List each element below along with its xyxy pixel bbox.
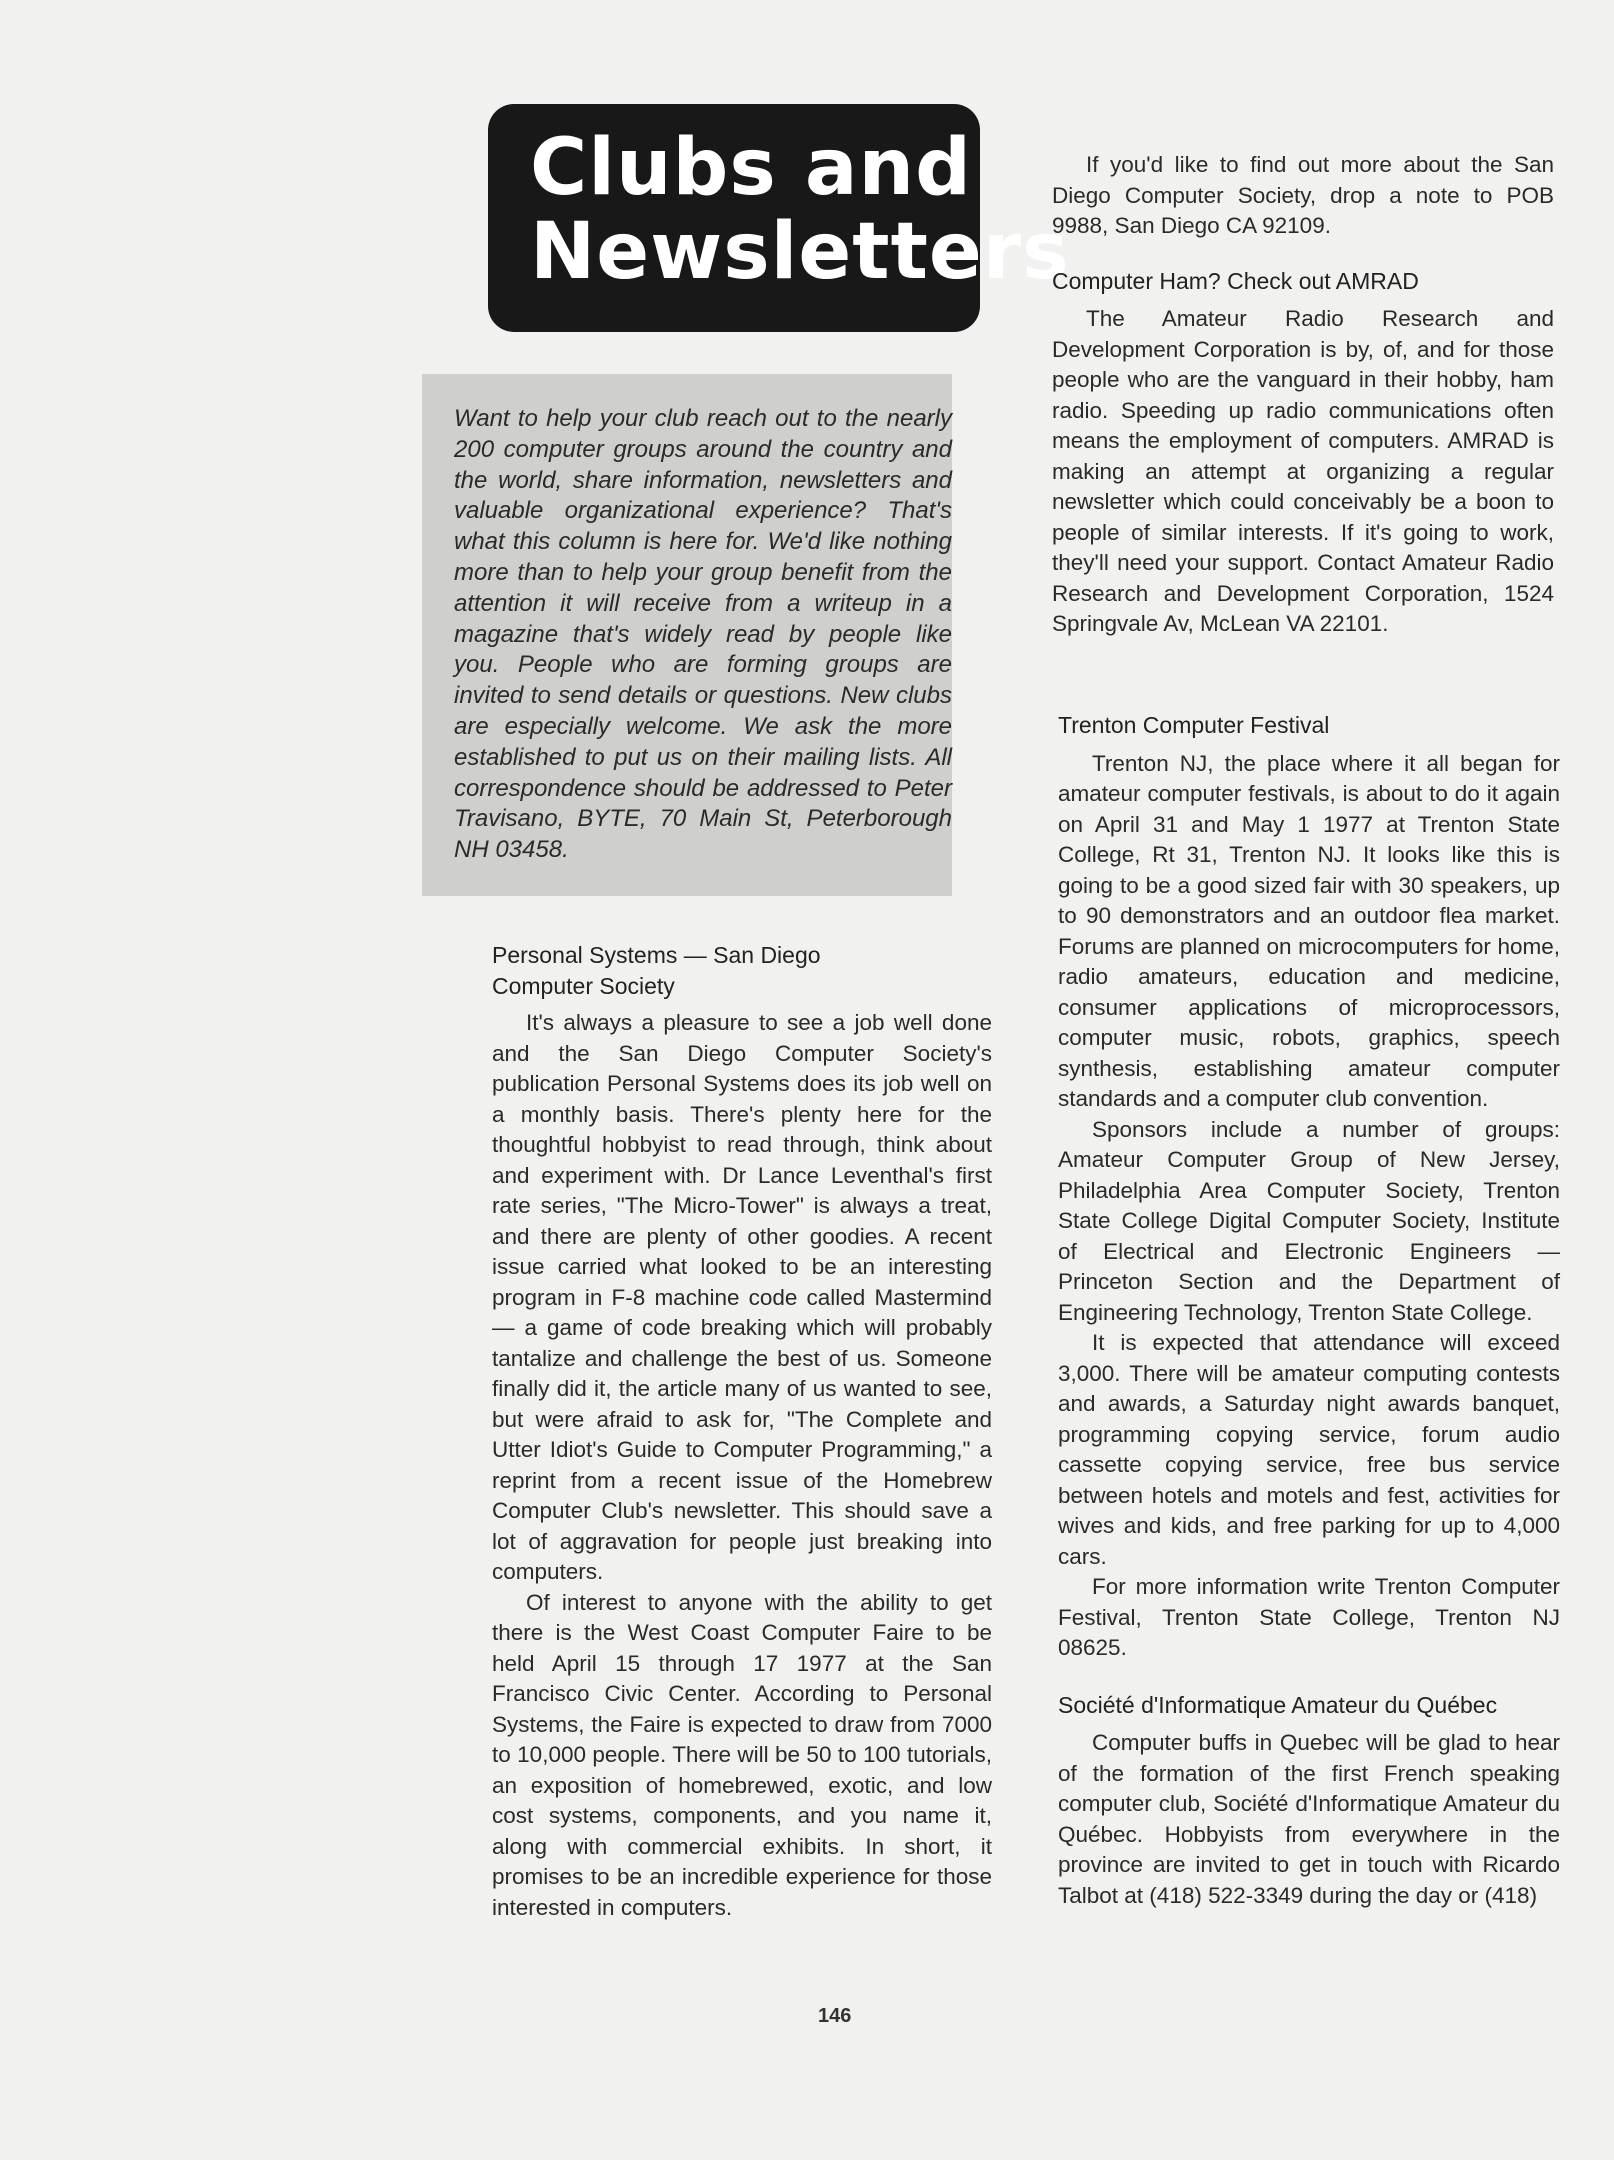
san-diego-heading — [492, 940, 992, 1001]
san-diego-paragraph-3: If you'd like to find out more about the San Diego Computer Society, drop a note to POB 9988, San Diego CA 92109. — [1052, 152, 1554, 238]
page-number: 146 — [818, 2005, 852, 2027]
title-line-2: Newsletters — [530, 207, 1070, 297]
right-column-top — [1052, 150, 1554, 640]
trenton-paragraph-3: It is expected that attendance will exceed 3,000. There will be amateur computing contests and awards, a Saturday night awards banquet, programming copying service, forum audio cassette copying service, free bus service between hotels and motels and fest, activities for wives and kids, and free parking for up to 4,000 cars. — [1058, 1330, 1560, 1569]
intro-box — [422, 374, 952, 896]
quebec-heading: Société d'Informatique Amateur du Québec — [1058, 1691, 1498, 1718]
intro-text: Want to help your club reach out to the nearly 200 computer groups around the country and the world, share information, newsletters and valuable organizational experience? That's what this column is here for. We'd like nothing more than to help your group benefit from the attention it will receive from a writeup in a magazine that's widely read by people like you. People who are forming groups are invited to send details or questions. New clubs are especially welcome. We ask the more established to put us on their mailing lists. All correspondence should be addressed to Peter Travisano, BYTE, 70 Main St, Peterborough NH 03458. — [454, 405, 952, 864]
left-column — [492, 940, 992, 1923]
column-title-banner — [488, 104, 1070, 332]
trenton-paragraph-4: For more information write Trenton Computer Festival, Trenton State College, Trenton NJ 08625. — [1058, 1574, 1560, 1660]
san-diego-heading-line-2: Computer Society — [492, 972, 675, 999]
title-line-1: Clubs and — [530, 123, 972, 213]
san-diego-heading-line-1: Personal Systems — San Diego — [492, 942, 821, 968]
quebec-paragraph: Computer buffs in Quebec will be glad to hear of the formation of the first French speaking computer club, Société d'Informatique Amateur du Québec. Hobbyists from everywhere in the province are invited to get in touch with Ricardo Talbot at (418) 522-3349 during the day or (418) — [1058, 1730, 1560, 1908]
san-diego-paragraph-2: Of interest to anyone with the ability to get there is the West Coast Computer Faire to be held April 15 through 17 1977 at the San Francisco Civic Center. According to Personal Systems, the Faire is expected to draw from 7000 to 10,000 people. There will be 50 to 100 tutorials, an exposition of homebrewed, exotic, and low cost systems, components, and you name it, along with commercial exhibits. In short, it promises to be an incredible experience for those interested in computers. — [492, 1589, 992, 1920]
amrad-heading: Computer Ham? Check out AMRAD — [1052, 267, 1419, 294]
trenton-paragraph-1: Trenton NJ, the place where it all began for amateur computer festivals, is about to do it again on April 31 and May 1 1977 at Trenton State College, Rt 31, Trenton NJ. It looks like this is going to be a good sized fair with 30 speakers, up to 90 demonstrators and an outdoor flea market. Forums are planned on microcomputers for home, radio amateurs, education and medicine, consumer applications of microprocessors, computer music, robots, graphics, speech synthesis, establishing amateur computer standards and a computer club convention. — [1058, 750, 1560, 1111]
san-diego-paragraph-1: It's always a pleasure to see a job well done and the San Diego Computer Society's publication Personal Systems does its job well on a monthly basis. There's plenty here for the thoughtful hobbyist to read through, think about and experiment with. Dr Lance Leventhal's first rate series, "The Micro-Tower" is always a treat, and there are plenty of other goodies. A recent issue carried what looked to be an interesting program in F-8 machine code called Mastermind — a game of code breaking which will probably tantalize and challenge the best of us. Someone finally did it, the article many of us wanted to see, but were afraid to ask for, "The Complete and Utter Idiot's Guide to Computer Programming," a reprint from a recent issue of the Homebrew Computer Club's newsletter. This should save a lot of aggravation for people just breaking into computers. — [492, 1010, 992, 1584]
trenton-paragraph-2: Sponsors include a number of groups: Amateur Computer Group of New Jersey, Philadelphia Area Computer Society, Trenton State College Digital Computer Society, Institute of Electrical and Electronic Engineers — Princeton Section and the Department of Engineering Technology, Trenton State College. — [1058, 1116, 1560, 1325]
trenton-heading: Trenton Computer Festival — [1058, 712, 1330, 738]
amrad-paragraph: The Amateur Radio Research and Development Corporation is by, of, and for those people who are the vanguard in their hobby, ham radio. Speeding up radio communications often means the employment of computers. AMRAD is making an attempt at organizing a regular newsletter which could conceivably be a boon to people of similar interests. If it's going to work, they'll need your support. Contact Amateur Radio Research and Development Corporation, 1524 Springvale Av, McLean VA 22101. — [1052, 306, 1554, 636]
right-column-bottom — [1058, 710, 1560, 1911]
